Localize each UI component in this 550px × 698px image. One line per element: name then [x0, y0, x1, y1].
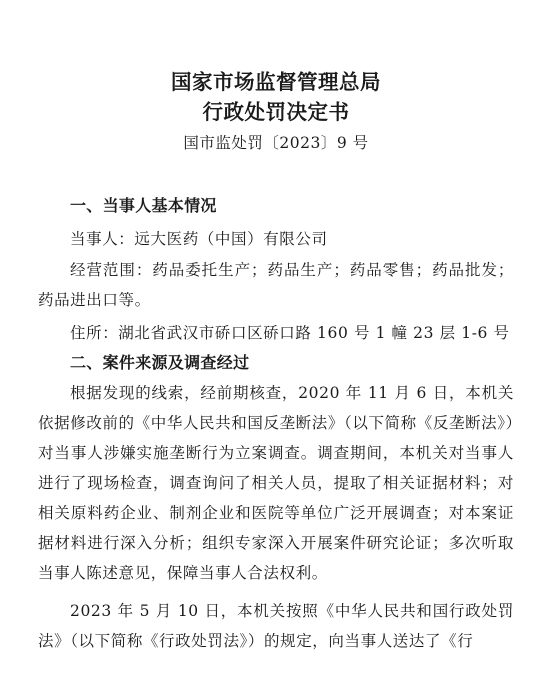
document-number: 国市监处罚〔2023〕9 号 [183, 134, 369, 152]
section-heading-party-info: 一、当事人基本情况 [70, 196, 217, 215]
document-title-type: 行政处罚决定书 [202, 100, 350, 124]
business-scope: 经营范围：药品委托生产；药品生产；药品零售；药品批发；药品进出口等。 [38, 261, 514, 309]
section-heading-case-source: 二、案件来源及调查经过 [70, 353, 250, 372]
party-address: 住所：湖北省武汉市硚口区硚口路 160 号 1 幢 23 层 1-6 号 [70, 324, 510, 342]
party-name: 当事人：远大医药（中国）有限公司 [70, 230, 328, 248]
case-investigation-paragraph: 根据发现的线索，经前期核查，2020 年 11 月 6 日，本机关依据修改前的《中华人民共和国反垄断法》（以下简称《反垄断法》）对当事人涉嫌实施垄断行为立案调查。调查期间，本机关对当事人进行了现场检查，调查询问了相关人员，提取了相关证据材料；对相关原料药企业、制剂企业和医院等单位广泛开展调查；对本案证据材料进行深入分析；组织专家深入开展案件研究论证；多次听取当事人陈述意见，保障当事人合法权利。 [38, 384, 514, 582]
case-notice-paragraph: 2023 年 5 月 10 日，本机关按照《中华人民共和国行政处罚法》（以下简称《行政处罚法》）的规定，向当事人送达了《行 [38, 602, 514, 650]
document-title-authority: 国家市场监督管理总局 [171, 70, 381, 94]
